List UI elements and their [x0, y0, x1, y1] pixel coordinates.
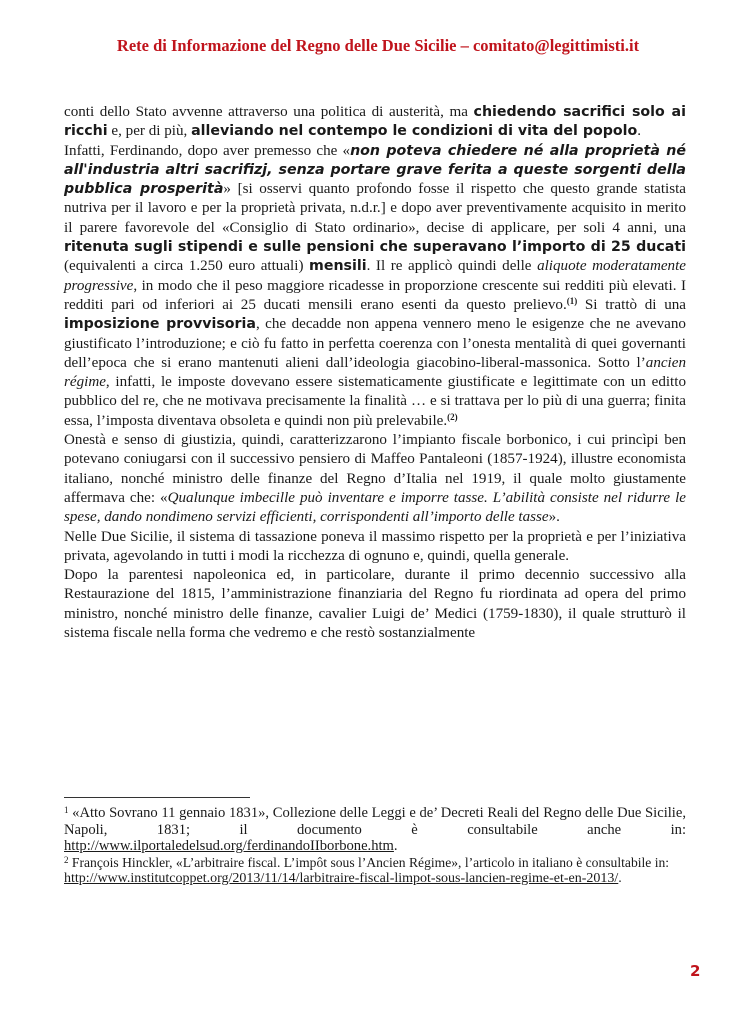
- text: Si trattò di una: [577, 296, 686, 313]
- text: Infatti, Ferdinando, dopo aver premesso che «: [64, 142, 351, 159]
- footnote-text: «Atto Sovrano 11 gennaio 1831», Collezione delle Leggi e de’ Decreti Reali del Regno delle Due Sicilie, Napoli, 1831; il documento è consultabile anche in:: [64, 805, 686, 838]
- paragraph-5: Dopo la parentesi napoleonica ed, in particolare, durante il primo decennio successivo alla Restaurazione del 1815, l’amministrazione finanziaria del Regno fu riordinata ad opera del primo ministro, nonché ministro delle finanze, cavalier Luigi de’ Medici (1759-1830), il quale strutturò il sistema fiscale nella forma che vedremo e che restò sostanzialmente: [64, 567, 686, 642]
- text: , infatti, le imposte dovevano essere sistematicamente giustificate e legittimate con un editto pubblico del re, che ne motivava precisamente la finalità … e si trattava per lo più di una guerra; finita essa, l’imposta diventava obsoleta e quindi non più prelevabile.: [64, 374, 686, 429]
- paragraph-1: [64, 103, 686, 142]
- text: » [si osservi quanto profondo fosse il rispetto che questo grande statista nutriva per il lavoro e per la proprietà privata, n.d.r.] e dopo aver preventivamente acquisito in merito il parere favorevole del «Consiglio di Stato ordinario», decise di applicare, per soli 4 anni, una: [64, 181, 687, 236]
- bold-italic-quote: non poteva chiedere né alla proprietà né all'industria altri sacrifizj, senza portare grave ferita a queste sorgenti della pubblica prosperità: [64, 142, 686, 198]
- footnotes: [64, 805, 686, 888]
- italic-quote: Qualunque imbecille può inventare e imporre tasse. L’abilità consiste nel ridurre le spese, dando nondimeno servizi efficienti, corrispondenti all’importo delle tasse: [64, 489, 687, 526]
- footnote-ref-2[interactable]: (2): [447, 411, 458, 422]
- text: . Il re applicò quindi delle: [366, 258, 538, 275]
- text: .: [637, 123, 642, 140]
- main-text: [64, 103, 686, 643]
- italic-text: ancien régime: [64, 354, 686, 391]
- text: e, per di più,: [107, 123, 192, 140]
- footnote-ref-1[interactable]: (1): [566, 295, 578, 306]
- footnote-2: [64, 855, 686, 872]
- text: , in modo che il peso maggiore ricadesse in proporzione crescente sui redditi più elevati. I redditi pari od inferiori ai 25 ducati mensili erano esenti da questo prelievo.: [64, 277, 686, 313]
- footnote-text: .: [393, 838, 398, 855]
- page-number: 2: [690, 962, 701, 980]
- paragraph-3: [64, 431, 686, 527]
- text: ».: [548, 509, 560, 526]
- paragraph-2: [64, 142, 686, 431]
- text: Onestà e senso di giustizia, quindi, caratterizzarono l’impianto fiscale borbonico, i cui princìpi ben potevano coniugarsi con il successivo pensiero di Maffeo Pantaleoni (1857-1924), illustre economista italiano, nonché ministro delle finanze del Regno d’Italia nel 1919, il quale molto giustamente affermava che: «: [64, 432, 686, 506]
- text: , che decadde non appena vennero meno le esigenze che ne avevano giustificato l’introduzione; e ciò fu fatto in perfetta coerenza con l’onesta mentalità di quei governanti dell’epoca che si erano mantenuti alieni dall’ideologia giacobino-liberal-massonica. Sotto l’: [64, 316, 686, 371]
- bold-text: chiedendo sacrifici solo ai ricchi: [64, 104, 686, 140]
- bold-text: imposizione provvisoria: [64, 316, 256, 333]
- footnote-number: 2: [64, 854, 69, 865]
- footnote-2-link-line: [64, 871, 686, 888]
- bold-text: mensili: [309, 258, 367, 275]
- bold-text: ritenuta sugli stipendi e sulle pensioni che superavano l’importo di 25 ducati: [64, 239, 686, 256]
- footnote-link[interactable]: http://www.institutcoppet.org/2013/11/14/larbitraire-fiscal-limpot-sous-lancien-regime-et-en-2013/: [64, 871, 619, 887]
- text: (equivalenti a circa 1.250 euro attuali): [64, 258, 310, 275]
- paragraph-4: Nelle Due Sicilie, il sistema di tassazione poneva il massimo rispetto per la proprietà e per l’iniziativa privata, agevolando in tutti i modi la ricchezza di ognuno e, quindi, quella generale.: [64, 528, 686, 564]
- bold-text: alleviando nel contempo le condizioni di vita del popolo: [191, 123, 638, 140]
- page-header: Rete di Informazione del Regno delle Due Sicilie – comitato@legittimisti.it: [116, 36, 640, 55]
- footnote-1: [64, 805, 686, 855]
- footnote-text: François Hinckler, «L’arbitraire fiscal. L’impôt sous l’Ancien Régime», l’articolo in italiano è consultabile in:: [68, 854, 670, 870]
- footnote-link[interactable]: http://www.ilportaledelsud.org/ferdinandoIIborbone.htm: [64, 838, 394, 855]
- text: conti dello Stato avvenne attraverso una politica di austerità, ma: [64, 104, 474, 120]
- footnote-number: 1: [64, 805, 69, 815]
- footnote-divider: [64, 797, 250, 798]
- italic-text: aliquote moderatamente progressive: [64, 258, 686, 294]
- footnote-text: .: [618, 871, 622, 887]
